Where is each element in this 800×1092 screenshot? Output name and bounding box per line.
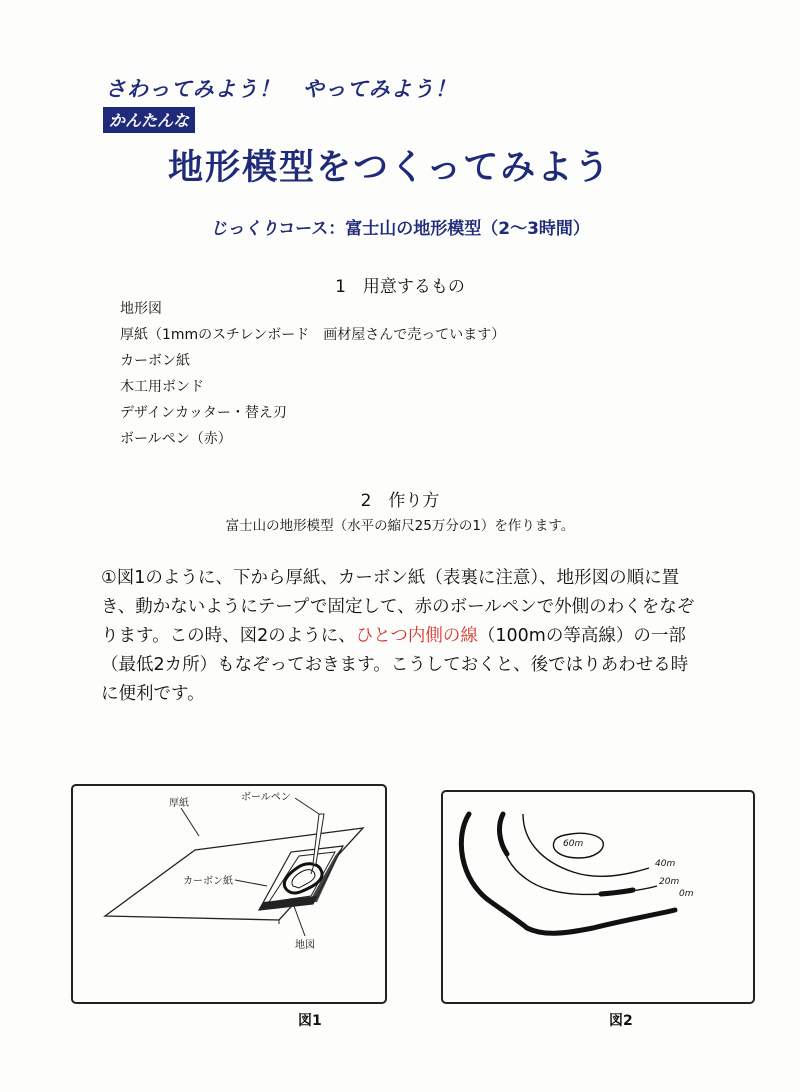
page-title: 地形模型をつくってみよう	[168, 148, 612, 188]
list-item: 厚紙（1mmのスチレンボード 画材屋さんで売っています）	[120, 327, 506, 343]
course-rest: コース：富士山の地形模型（2～3時間）	[278, 219, 590, 239]
step1-paragraph	[101, 564, 701, 709]
contour-20m	[500, 814, 657, 894]
contour-0m	[461, 814, 675, 933]
figure2-caption: 図2	[609, 1013, 633, 1029]
figure1-illustration	[73, 786, 385, 1002]
pointer-pen	[295, 798, 319, 814]
label-0m: 0m	[679, 889, 694, 899]
label-board: 厚紙	[169, 798, 189, 809]
figure2-illustration	[443, 792, 753, 1002]
list-item: カーボン紙	[120, 353, 190, 369]
method-subtitle: 富士山の地形模型（水平の縮尺25万分の1）を作ります。	[225, 518, 575, 534]
step1-text-a: ①図1のように、下から厚紙、カーボン紙（表裏に注意）、地形図の順に置き、動かないようにテープで固定して、赤のボールペンで外側のわくをなぞります。この時、図2のように、	[101, 568, 695, 646]
label-pen: ボールペン	[241, 792, 291, 803]
pointer-board	[181, 808, 199, 836]
section-heading-method: 2 作り方	[360, 491, 440, 511]
list-item: 地形図	[120, 301, 162, 317]
contour-20m-thick-part2	[601, 890, 633, 894]
list-item: デザインカッター・替え刃	[120, 405, 287, 421]
list-item: 木工用ボンド	[120, 379, 204, 395]
label-carbon: カーボン紙	[183, 876, 233, 887]
label-20m: 20m	[659, 877, 680, 887]
materials-list	[120, 296, 505, 452]
section-heading-materials: 1 用意するもの	[335, 277, 465, 297]
pointer-carbon	[235, 880, 267, 886]
list-item: ボールペン（赤）	[120, 431, 232, 447]
difficulty-badge: かんたんな	[103, 107, 195, 133]
figure2-box	[441, 790, 755, 1004]
label-60m: 60m	[563, 839, 584, 849]
kicker-text: さわってみよう！ やってみよう！	[105, 77, 457, 101]
step1-text-b: （100mの等高線）の一部（最低2カ所）もなぞっておきます。こうしておくと、後ではりあわせる時に便利です。	[101, 626, 689, 704]
figure1-box	[71, 784, 387, 1004]
course-title	[0, 214, 800, 239]
label-map: 地図	[295, 940, 315, 951]
contour-40m	[523, 814, 649, 876]
step1-highlight: ひとつ内側の線	[355, 626, 478, 646]
contour-20m-thick-part	[500, 814, 507, 854]
course-prefix: じっくり	[210, 219, 279, 239]
figure1-caption: 図1	[298, 1013, 322, 1029]
label-40m: 40m	[655, 859, 676, 869]
